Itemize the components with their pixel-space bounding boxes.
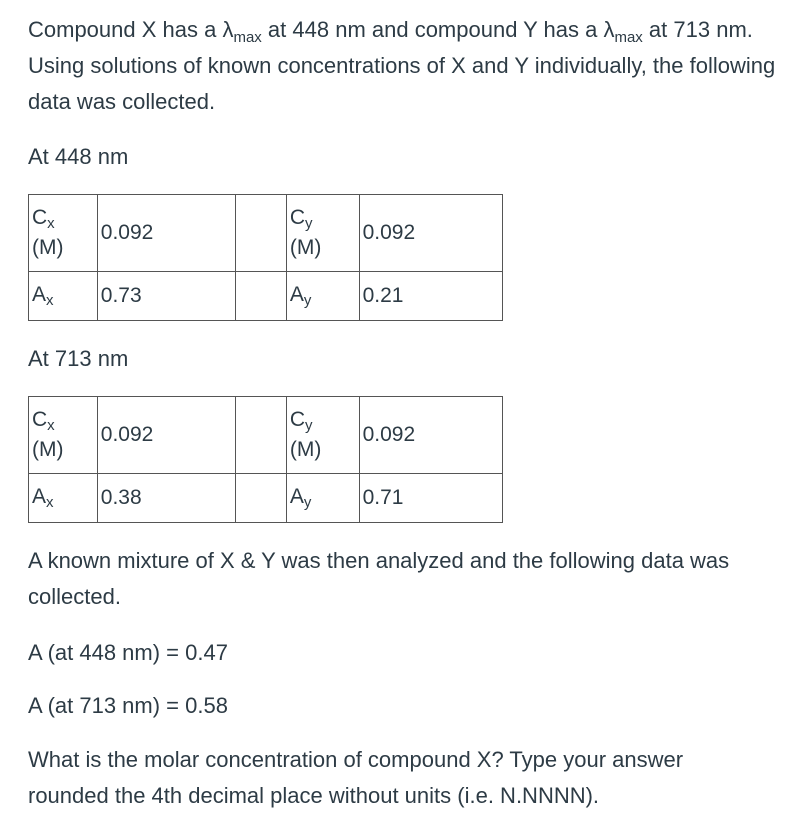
cx-label-cell: Cx (M) xyxy=(29,195,98,272)
table-row xyxy=(29,397,503,474)
lambda-max-subscript-1: max xyxy=(233,29,262,46)
table-row xyxy=(29,195,503,272)
table-row xyxy=(29,474,503,523)
cx-value-cell: 0.092 xyxy=(97,397,235,474)
intro-text-2: at 448 nm and compound Y has a λ xyxy=(261,17,615,42)
cy-value-cell: 0.092 xyxy=(359,195,502,272)
cx-label-cell: Cx (M) xyxy=(29,397,98,474)
ax-label-cell: Ax xyxy=(29,474,98,523)
ay-label-cell: Ay xyxy=(286,272,359,321)
section-713-heading: At 713 nm xyxy=(28,346,129,371)
empty-cell xyxy=(236,397,287,474)
ax-value-cell: 0.73 xyxy=(97,272,235,321)
absorbance-713-line: A (at 713 nm) = 0.58 xyxy=(28,693,228,718)
lambda-max-subscript-2: max xyxy=(614,29,643,46)
intro-text-3: at 713 nm. Using solutions of known concentrations of X and Y individually, the following data was collected. xyxy=(28,17,776,114)
cy-value-cell: 0.092 xyxy=(359,397,502,474)
ay-value-cell: 0.21 xyxy=(359,272,502,321)
table-448nm xyxy=(28,194,503,321)
empty-cell xyxy=(236,195,287,272)
ay-value-cell: 0.71 xyxy=(359,474,502,523)
cy-label-cell: Cy (M) xyxy=(286,195,359,272)
cx-value-cell: 0.092 xyxy=(97,195,235,272)
table-713nm xyxy=(28,396,503,523)
empty-cell xyxy=(236,474,287,523)
intro-paragraph xyxy=(28,12,798,120)
ay-label-cell: Ay xyxy=(286,474,359,523)
ax-value-cell: 0.38 xyxy=(97,474,235,523)
section-448-heading: At 448 nm xyxy=(28,144,129,169)
mixture-paragraph: A known mixture of X & Y was then analyzed and the following data was collected. xyxy=(28,548,730,609)
ax-label-cell: Ax xyxy=(29,272,98,321)
table-row xyxy=(29,272,503,321)
intro-text-1: Compound X has a λ xyxy=(28,17,234,42)
cy-label-cell: Cy (M) xyxy=(286,397,359,474)
empty-cell xyxy=(236,272,287,321)
question-paragraph: What is the molar concentration of compound X? Type your answer rounded the 4th decimal place without units (i.e. N.NNNN). xyxy=(28,747,684,808)
absorbance-448-line: A (at 448 nm) = 0.47 xyxy=(28,640,228,665)
